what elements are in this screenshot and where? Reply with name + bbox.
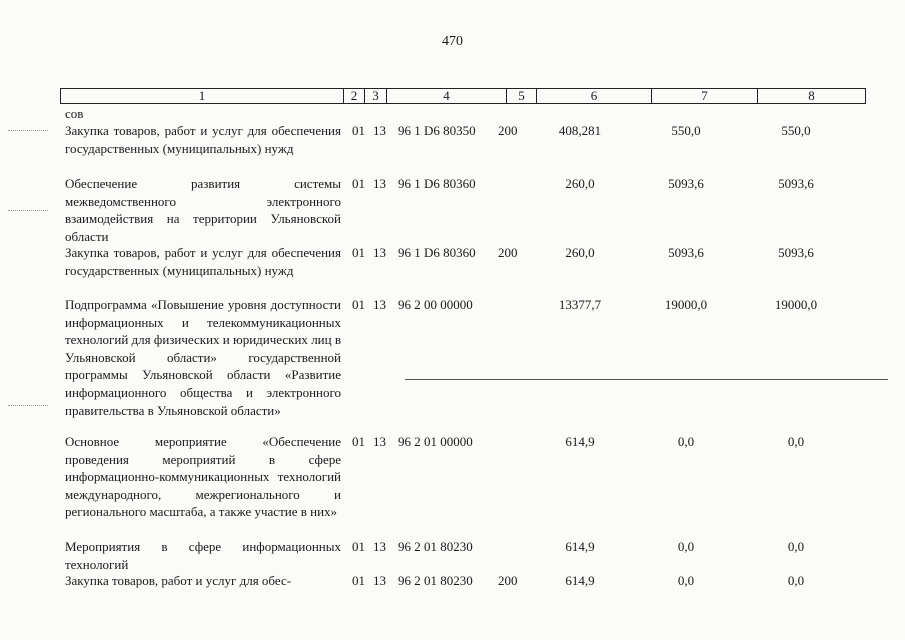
header-col-7: 7 xyxy=(652,89,758,104)
row-gr: 01 xyxy=(352,123,365,138)
row-v6: 260,0 xyxy=(565,245,595,260)
row-cs: 96 2 01 80230 xyxy=(398,573,473,588)
row-pr: 13 xyxy=(373,245,386,260)
header-col-5: 5 xyxy=(507,89,537,104)
scan-artifact xyxy=(8,130,48,131)
row-v7: 0,0 xyxy=(677,573,695,588)
row-v7: 19000,0 xyxy=(664,297,708,312)
row-name: сов xyxy=(65,106,84,121)
divider-line xyxy=(405,379,888,380)
table-header xyxy=(60,88,866,104)
row-gr: 01 xyxy=(352,176,365,191)
row-cs: 96 1 D6 80350 xyxy=(398,123,476,138)
row-v8: 550,0 xyxy=(781,123,811,138)
row-cs: 96 2 00 00000 xyxy=(398,297,473,312)
row-gr: 01 xyxy=(352,245,365,260)
row-gr: 01 xyxy=(352,434,365,449)
row-v6: 614,9 xyxy=(565,539,595,554)
row-v7: 0,0 xyxy=(677,539,695,554)
row-name: Мероприятия в сфере информационных технологий xyxy=(65,539,341,572)
row-pr: 13 xyxy=(373,434,386,449)
row-v7: 5093,6 xyxy=(668,245,704,260)
row-cs: 96 1 D6 80360 xyxy=(398,245,476,260)
row-cs: 96 2 01 80230 xyxy=(398,539,473,554)
row-v6: 260,0 xyxy=(565,176,595,191)
page-number: 470 xyxy=(442,34,463,49)
row-pr: 13 xyxy=(373,539,386,554)
row-v6: 614,9 xyxy=(565,434,595,449)
row-v7: 5093,6 xyxy=(668,176,704,191)
row-v7: 0,0 xyxy=(677,434,695,449)
row-name: Закупка товаров, работ и услуг для обеспечения государственных (муниципальных) нужд xyxy=(65,123,341,156)
row-name: Обеспечение развития системы межведомственного электронного взаимодействия на территории Ульяновской области xyxy=(65,176,341,244)
header-col-3: 3 xyxy=(365,89,387,104)
scan-artifact xyxy=(8,405,48,406)
scan-artifact xyxy=(8,210,48,211)
row-vr: 200 xyxy=(498,245,518,260)
row-v6: 13377,7 xyxy=(558,297,602,312)
row-name: Закупка товаров, работ и услуг для обес- xyxy=(65,573,292,588)
header-col-6: 6 xyxy=(537,89,652,104)
header-row xyxy=(61,89,866,104)
row-gr: 01 xyxy=(352,539,365,554)
row-v6: 408,281 xyxy=(558,123,602,138)
row-name: Подпрограмма «Повышение уровня доступности информационных и телекоммуникационных технологий для физических и юридических лиц в Ульяновской области» государственной программы Ульяновской области «Развитие информационного общества и электронного правительства в Ульяновской области» xyxy=(65,297,341,418)
row-name: Основное мероприятие «Обеспечение проведения мероприятий в сфере информационно-коммуникационных технологий международного, межрегионального и регионального масштаба, а также участие в них» xyxy=(65,434,341,520)
row-pr: 13 xyxy=(373,573,386,588)
header-col-2: 2 xyxy=(344,89,365,104)
row-gr: 01 xyxy=(352,573,365,588)
row-pr: 13 xyxy=(373,176,386,191)
row-name: Закупка товаров, работ и услуг для обеспечения государственных (муниципальных) нужд xyxy=(65,245,341,278)
row-pr: 13 xyxy=(373,297,386,312)
header-col-1: 1 xyxy=(61,89,344,104)
row-gr: 01 xyxy=(352,297,365,312)
header-col-4: 4 xyxy=(387,89,507,104)
header-col-8: 8 xyxy=(758,89,866,104)
row-v7: 550,0 xyxy=(671,123,701,138)
row-v6: 614,9 xyxy=(565,573,595,588)
row-v8: 0,0 xyxy=(787,539,805,554)
row-v8: 5093,6 xyxy=(778,245,814,260)
row-pr: 13 xyxy=(373,123,386,138)
row-v8: 0,0 xyxy=(787,573,805,588)
row-vr: 200 xyxy=(498,573,518,588)
row-v8: 5093,6 xyxy=(778,176,814,191)
row-cs: 96 1 D6 80360 xyxy=(398,176,476,191)
row-v8: 0,0 xyxy=(787,434,805,449)
row-vr: 200 xyxy=(498,123,518,138)
row-cs: 96 2 01 00000 xyxy=(398,434,473,449)
row-v8: 19000,0 xyxy=(774,297,818,312)
